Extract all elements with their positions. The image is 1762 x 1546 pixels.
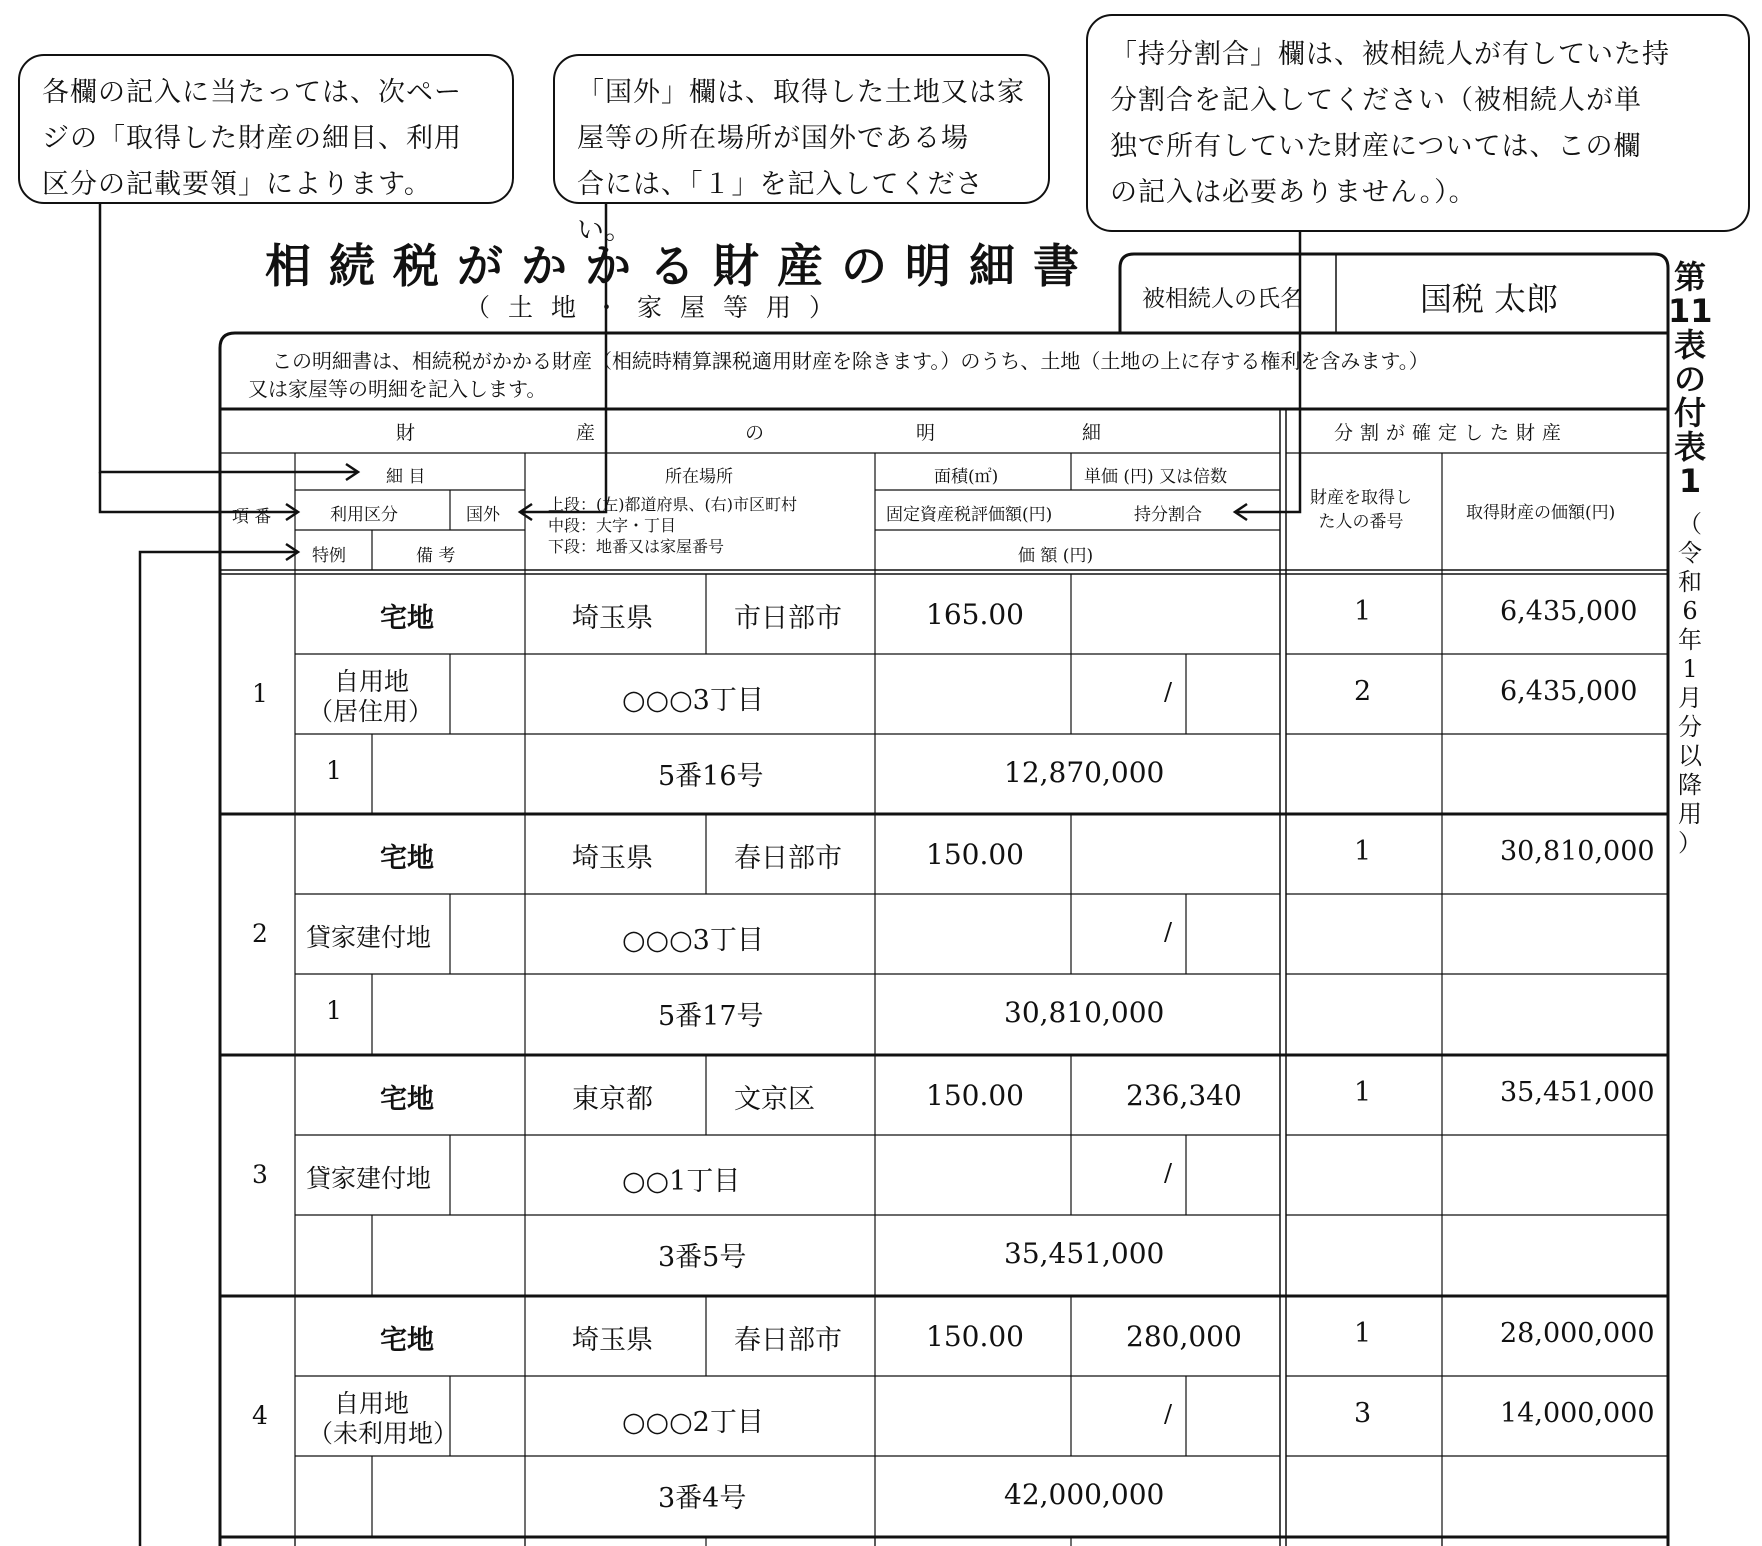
city: 春日部市 bbox=[734, 843, 842, 874]
side-form-label: 第 11 表 の 付 表 1 bbox=[1668, 258, 1713, 500]
header-share: 持分割合 bbox=[1134, 505, 1202, 525]
header-unit-price: 単価 (円) 又は倍数 bbox=[1084, 467, 1228, 487]
header-item-no: 項 番 bbox=[232, 507, 272, 527]
category: 宅地 bbox=[380, 1325, 434, 1356]
value: 30,810,000 bbox=[1004, 996, 1165, 1029]
header-value: 価 額 (円) bbox=[1018, 546, 1094, 566]
unit-price: 280,000 bbox=[1126, 1320, 1242, 1353]
header-detail-1: 財 bbox=[396, 422, 416, 444]
acquirer-number: 1 bbox=[1354, 1077, 1372, 1108]
header-acquired-value: 取得財産の価額(円) bbox=[1466, 503, 1616, 523]
acquirer-number: 1 bbox=[1354, 596, 1372, 627]
prefecture: 埼玉県 bbox=[572, 843, 653, 874]
special-code: 1 bbox=[326, 996, 342, 1025]
item-number: 4 bbox=[252, 1400, 268, 1430]
header-division: 分割が確定した財産 bbox=[1334, 422, 1569, 444]
acquired-amount: 35,451,000 bbox=[1500, 1077, 1655, 1108]
lot-number: 3番4号 bbox=[658, 1483, 747, 1514]
form-title: 相続税がかかる財産の明細書 bbox=[265, 239, 1097, 293]
acquired-amount: 28,000,000 bbox=[1500, 1318, 1655, 1349]
acquirer-number: 2 bbox=[1354, 676, 1372, 707]
callout-line: 屋等の所在場所が国外である場 bbox=[577, 123, 969, 154]
town: ○○○2丁目 bbox=[622, 1407, 764, 1438]
prefecture: 東京都 bbox=[572, 1084, 653, 1115]
lot-number: 5番16号 bbox=[658, 761, 764, 792]
use-category: 自用地 bbox=[334, 667, 410, 696]
area: 150.00 bbox=[926, 1320, 1024, 1353]
area: 150.00 bbox=[926, 838, 1024, 871]
value: 35,451,000 bbox=[1004, 1237, 1165, 1270]
category: 宅地 bbox=[380, 603, 434, 634]
value: 42,000,000 bbox=[1004, 1478, 1165, 1511]
unit-price: 236,340 bbox=[1126, 1079, 1242, 1112]
header-detail-3: の bbox=[745, 422, 765, 444]
callout-line: 「持分割合」欄は、被相続人が有していた持 bbox=[1110, 39, 1670, 70]
callout-line: 合には、「１」を記入してください。 bbox=[577, 169, 984, 246]
city: 市日部市 bbox=[734, 603, 842, 634]
prefecture: 埼玉県 bbox=[572, 1325, 653, 1356]
share-slash: / bbox=[1164, 918, 1173, 946]
special-code: 1 bbox=[326, 756, 342, 785]
lot-number: 3番5号 bbox=[658, 1242, 747, 1273]
callout-line: ジの「取得した財産の細目、利用 bbox=[42, 123, 462, 154]
acquired-amount: 14,000,000 bbox=[1500, 1398, 1655, 1429]
header-detail-2: 産 bbox=[576, 422, 596, 444]
header-acquirer-no: 財産を取得した人の番号 bbox=[1310, 488, 1412, 532]
header-location-note-2: 中段：大字・丁目 bbox=[548, 516, 677, 535]
callout-line: 分割合を記入してください（被相続人が単 bbox=[1110, 85, 1642, 116]
callout-line: 「国外」欄は、取得した土地又は家 bbox=[577, 77, 1025, 108]
header-detail-4: 明 bbox=[916, 422, 936, 444]
intro-line-1: この明細書は、相続税がかかる財産（相続時精算課税適用財産を除きます。）のうち、土地（土地の上に存する権利を含みます。） bbox=[272, 349, 1429, 373]
form-subtitle: （土地・家屋等用） bbox=[465, 293, 853, 322]
header-location-note-3: 下段：地番又は家屋番号 bbox=[548, 537, 725, 556]
prefecture: 埼玉県 bbox=[572, 603, 653, 634]
header-detail-5: 細 bbox=[1082, 422, 1102, 444]
header-overseas: 国外 bbox=[466, 505, 500, 525]
acquired-amount: 30,810,000 bbox=[1500, 836, 1655, 867]
category: 宅地 bbox=[380, 843, 434, 874]
acquirer-number: 3 bbox=[1354, 1398, 1372, 1429]
use-category: 貸家建付地 bbox=[306, 1164, 432, 1193]
header-location: 所在場所 bbox=[665, 467, 733, 487]
acquirer-number: 1 bbox=[1354, 1318, 1372, 1349]
use-category: 自用地 bbox=[334, 1389, 410, 1418]
town: ○○○3丁目 bbox=[622, 685, 764, 716]
use-category: 貸家建付地 bbox=[306, 923, 432, 952]
header-tax-value: 固定資産税評価額(円) bbox=[886, 505, 1053, 525]
city: 春日部市 bbox=[734, 1325, 842, 1356]
callout-line: 区分の記載要領」によります。 bbox=[42, 169, 432, 200]
area: 165.00 bbox=[926, 598, 1024, 631]
acquired-amount: 6,435,000 bbox=[1500, 596, 1638, 627]
share-slash: / bbox=[1164, 678, 1173, 706]
lot-number: 5番17号 bbox=[658, 1001, 764, 1032]
acquired-amount: 6,435,000 bbox=[1500, 676, 1638, 707]
use-category-sub: （未利用地） bbox=[308, 1419, 459, 1448]
header-category: 細 目 bbox=[386, 467, 426, 487]
header-special: 特例 bbox=[312, 546, 346, 566]
intro-line-2: 又は家屋等の明細を記入します。 bbox=[248, 377, 547, 401]
decedent-name: 国税 太郎 bbox=[1420, 280, 1559, 318]
callout-line: の記入は必要ありません。）。 bbox=[1110, 177, 1477, 208]
town: ○○○3丁目 bbox=[622, 925, 764, 956]
acquirer-number: 1 bbox=[1354, 836, 1372, 867]
category: 宅地 bbox=[380, 1084, 434, 1115]
share-slash: / bbox=[1164, 1400, 1173, 1428]
share-slash: / bbox=[1164, 1159, 1173, 1187]
use-category-sub: （居住用） bbox=[308, 697, 434, 726]
area: 150.00 bbox=[926, 1079, 1024, 1112]
header-use: 利用区分 bbox=[330, 505, 398, 525]
item-number: 3 bbox=[252, 1159, 268, 1189]
value: 12,870,000 bbox=[1004, 756, 1165, 789]
city: 文京区 bbox=[734, 1084, 815, 1115]
callout-line: 各欄の記入に当たっては、次ペー bbox=[42, 77, 462, 108]
callout-line: 独で所有していた財産については、この欄 bbox=[1110, 131, 1642, 162]
header-location-note-1: 上段：(左)都道府県、(右)市区町村 bbox=[548, 495, 797, 514]
decedent-name-label: 被相続人の氏名 bbox=[1142, 286, 1303, 312]
side-period-label: （ 令 和 6 年 1 月 分 以 降 用 ） bbox=[1678, 510, 1702, 857]
header-remarks: 備 考 bbox=[416, 546, 456, 566]
item-number: 1 bbox=[252, 678, 268, 708]
item-number: 2 bbox=[252, 918, 268, 948]
header-area: 面積(㎡) bbox=[934, 467, 999, 487]
town: ○○1丁目 bbox=[622, 1166, 741, 1197]
